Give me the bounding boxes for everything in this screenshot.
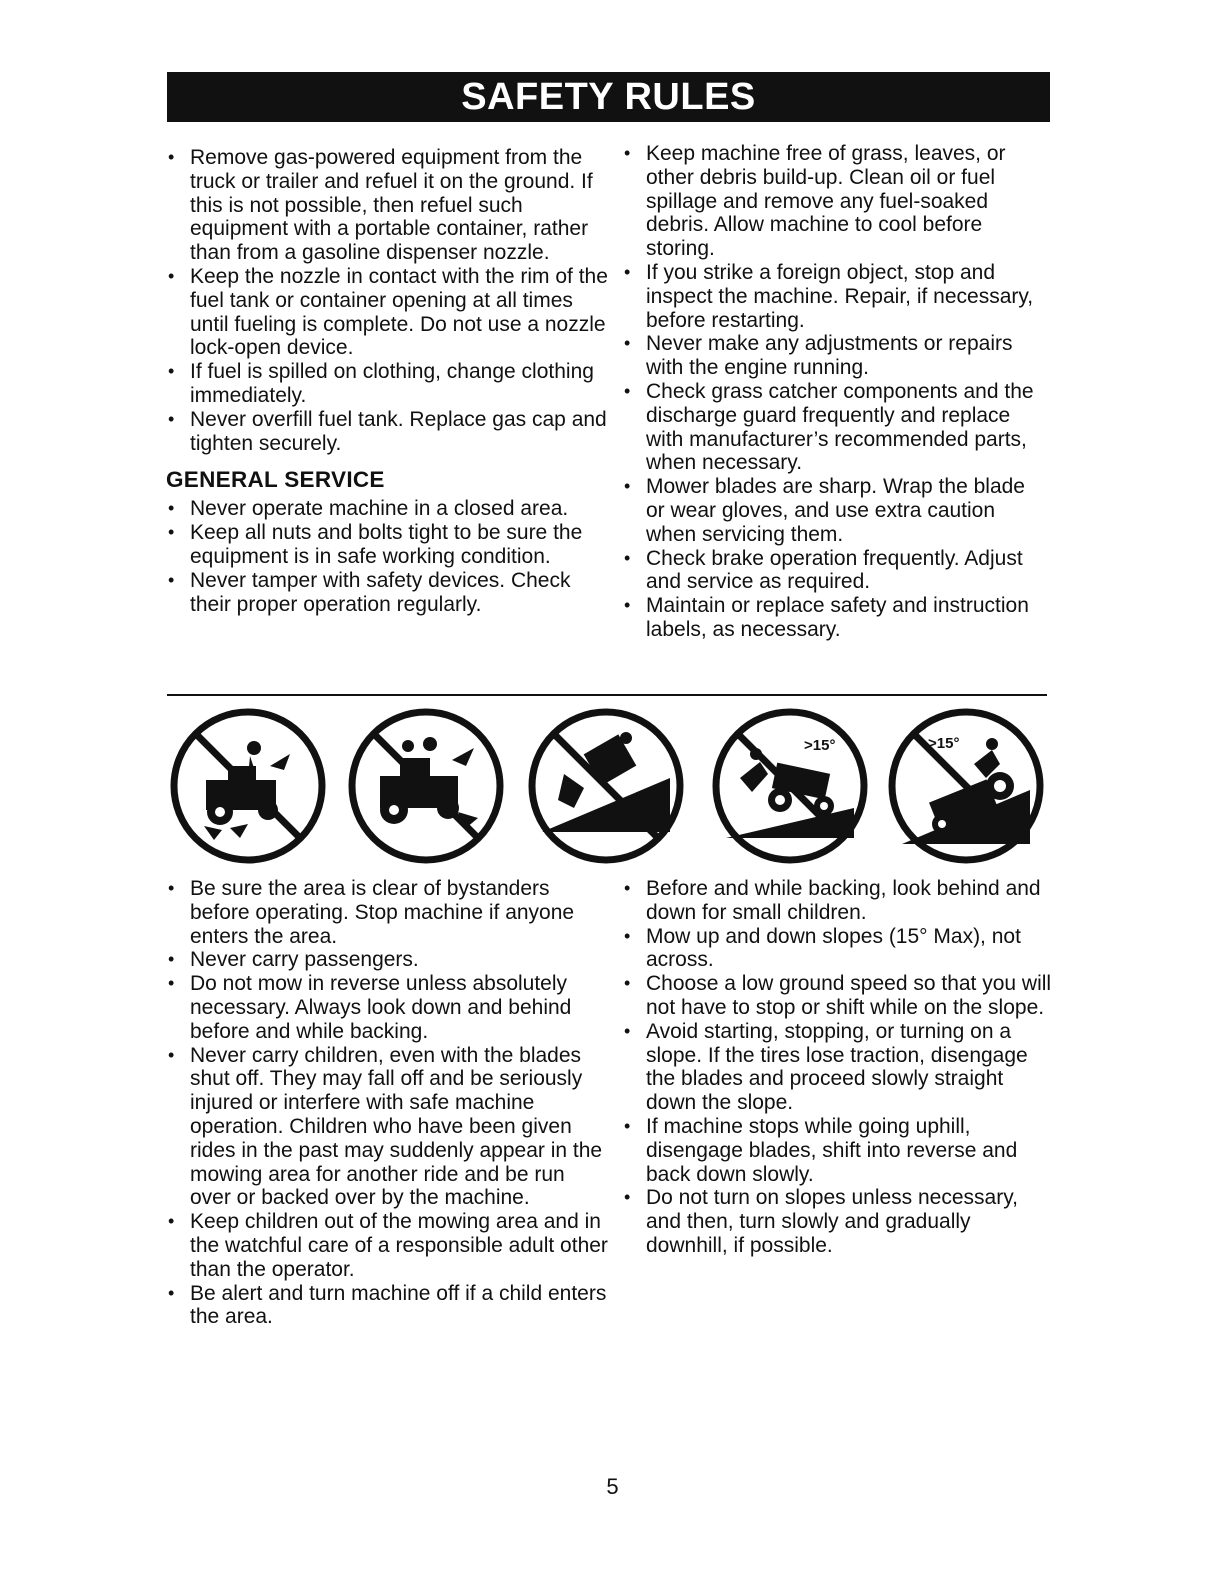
operation-left-list xyxy=(166,877,611,1329)
fueling-column xyxy=(166,146,611,616)
warning-icons-row xyxy=(170,708,1045,868)
no-passengers-icon xyxy=(348,708,504,864)
general-service-right-column xyxy=(622,142,1047,642)
page-title: SAFETY RULES xyxy=(461,75,756,118)
list-item: • Remove gas-powered equipment from the truck or trailer and refuel it on the ground. If this is not possible, then refuel such equipment with a portable container, rather than from a gasoline dispenser nozzle. xyxy=(166,146,611,265)
list-item: • Check grass catcher components and the discharge guard frequently and replace with manufacturer’s recommended parts, when necessary. xyxy=(622,380,1047,475)
operation-right-list xyxy=(622,877,1052,1258)
no-cross-slope-icon xyxy=(712,708,868,864)
list-item: • Check brake operation frequently. Adjust and service as required. xyxy=(622,547,1047,595)
list-item: • Never carry children, even with the blades shut off. They may fall off and be seriously injured or interfere with safe machine operation. Children who have been given rides in the past may suddenly appear in the mowing area for another ride and be run over or backed over by the machine. xyxy=(166,1044,611,1211)
general-service-right-list xyxy=(622,142,1047,642)
no-tip-over-icon xyxy=(528,708,684,864)
list-item: • Never operate machine in a closed area. xyxy=(166,497,611,521)
list-item: • Choose a low ground speed so that you will not have to stop or shift while on the slope. xyxy=(622,972,1052,1020)
list-item: • Keep the nozzle in contact with the rim of the fuel tank or container opening at all times until fueling is complete. Do not use a nozzle lock-open device. xyxy=(166,265,611,360)
general-service-heading: GENERAL SERVICE xyxy=(166,467,385,493)
list-item: • Never tamper with safety devices. Check their proper operation regularly. xyxy=(166,569,611,617)
title-banner xyxy=(167,72,1050,122)
general-service-left-list xyxy=(166,497,611,616)
list-item: • Never make any adjustments or repairs with the engine running. xyxy=(622,332,1047,380)
list-item: • Avoid starting, stopping, or turning on a slope. If the tires lose traction, disengage the blades and proceed slowly straight down the slope. xyxy=(622,1020,1052,1115)
list-item: • Be alert and turn machine off if a child enters the area. xyxy=(166,1282,611,1330)
list-item: • If machine stops while going uphill, disengage blades, shift into reverse and back down slowly. xyxy=(622,1115,1052,1186)
list-item: • Before and while backing, look behind and down for small children. xyxy=(622,877,1052,925)
list-item: • Maintain or replace safety and instruction labels, as necessary. xyxy=(622,594,1047,642)
list-item: • Never overfill fuel tank. Replace gas cap and tighten securely. xyxy=(166,408,611,456)
list-item: • Do not mow in reverse unless absolutely necessary. Always look down and behind before and while backing. xyxy=(166,972,611,1043)
list-item: • Keep children out of the mowing area and in the watchful care of a responsible adult other than the operator. xyxy=(166,1210,611,1281)
operation-right-column xyxy=(622,877,1052,1258)
list-item: • Be sure the area is clear of bystanders before operating. Stop machine if anyone enters the area. xyxy=(166,877,611,948)
slope-label: >15° xyxy=(804,737,836,754)
list-item: • If you strike a foreign object, stop and inspect the machine. Repair, if necessary, before restarting. xyxy=(622,261,1047,332)
list-item: • If fuel is spilled on clothing, change clothing immediately. xyxy=(166,360,611,408)
slope-label: >15° xyxy=(928,735,960,752)
list-item: • Keep all nuts and bolts tight to be sure the equipment is in safe working condition. xyxy=(166,521,611,569)
page-number: 5 xyxy=(606,1474,619,1499)
list-item: • Keep machine free of grass, leaves, or other debris build-up. Clean oil or fuel spillage and remove any fuel-soaked debris. Allow machine to cool before storing. xyxy=(622,142,1047,261)
list-item: • Never carry passengers. xyxy=(166,948,611,972)
operation-left-column xyxy=(166,877,611,1329)
list-item: • Mow up and down slopes (15° Max), not across. xyxy=(622,925,1052,973)
no-steep-slope-icon xyxy=(888,708,1044,864)
section-divider xyxy=(167,694,1047,696)
list-item: • Do not turn on slopes unless necessary, and then, turn slowly and gradually downhill, if possible. xyxy=(622,1186,1052,1257)
fueling-list xyxy=(166,146,611,455)
list-item: • Mower blades are sharp. Wrap the blade or wear gloves, and use extra caution when servicing them. xyxy=(622,475,1047,546)
no-bystanders-icon xyxy=(170,708,326,864)
